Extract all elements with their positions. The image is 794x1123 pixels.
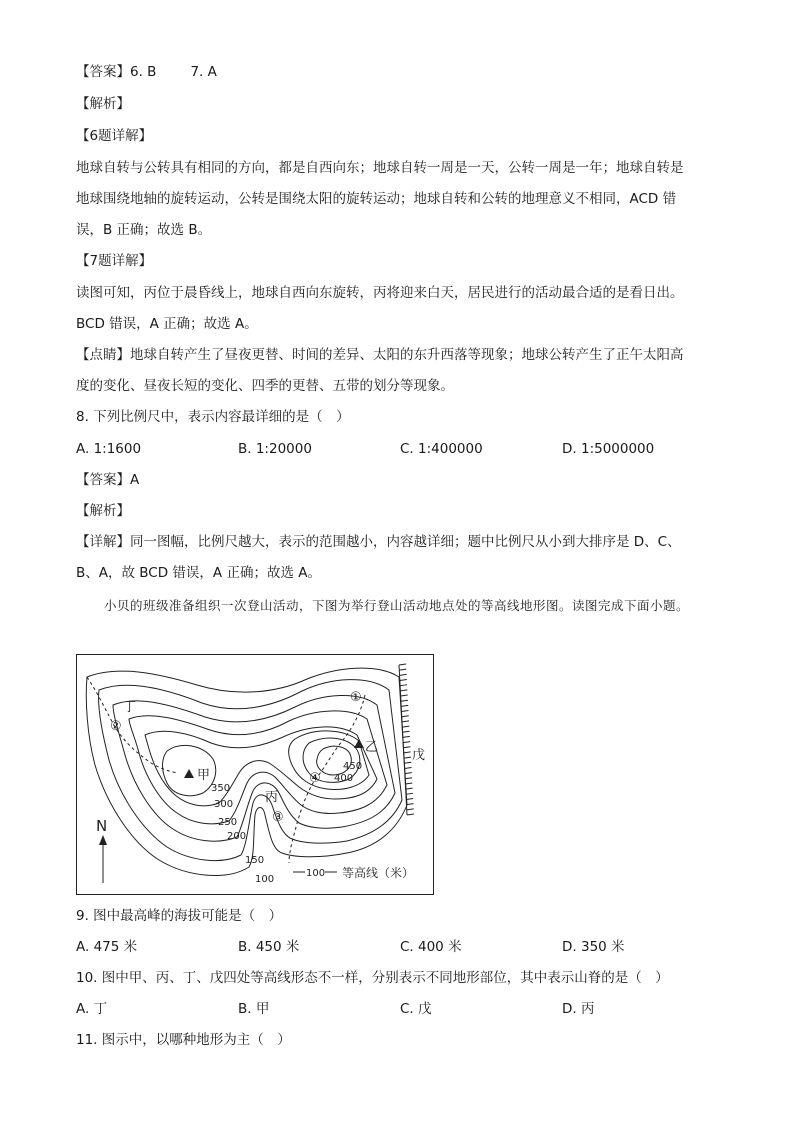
label-300: 300 — [214, 799, 234, 810]
cliff-tick — [404, 762, 411, 763]
label-circle-3: ③ — [272, 810, 284, 825]
label-ding: 丁 — [123, 700, 137, 715]
north-label: N — [96, 817, 108, 835]
cliff-tick — [400, 674, 407, 675]
passage-intro: 小贝的班级准备组织一次登山活动，下图为举行登山活动地点处的等高线地形图。读图完成下面小题。 — [104, 598, 690, 613]
label-150: 150 — [245, 855, 265, 866]
q8-analysis-heading: 【解析】 — [76, 503, 130, 519]
point-line-2: 度的变化、昼夜长短的变化、四季的更替、五带的划分等现象。 — [76, 378, 454, 394]
analysis-heading: 【解析】 — [76, 96, 130, 112]
answer-tag: 【答案】 — [76, 64, 130, 80]
label-yi: 乙 — [365, 740, 379, 755]
peak-yi-icon — [354, 739, 364, 748]
point-line-1: 【点睛】地球自转产生了昼夜更替、时间的差异、太阳的东升西落等现象；地球公转产生了正午太阳高 — [76, 347, 684, 363]
q9-option-d: D. 350 米 — [562, 939, 625, 955]
q9-option-a: A. 475 米 — [76, 939, 138, 955]
q8-option-b: B. 1:20000 — [238, 441, 312, 457]
cliff-tick — [400, 680, 407, 681]
q7-detail-heading: 【7题详解】 — [76, 253, 153, 269]
q8-stem: 8. 下列比例尺中，表示内容最详细的是（ ） — [76, 409, 350, 425]
cliff-tick — [402, 726, 409, 727]
legend-value: 100 — [306, 868, 326, 879]
q10-option-c: C. 戊 — [400, 1001, 432, 1017]
label-circle-4: ④ — [309, 771, 321, 786]
cliff-tick — [400, 690, 407, 691]
cliff-tick — [406, 793, 413, 794]
legend-text: 等高线（米） — [342, 866, 415, 880]
q6-detail-heading: 【6题详解】 — [76, 128, 153, 144]
q10-stem: 10. 图中甲、丙、丁、戊四处等高线形态不一样，分别表示不同地形部位，其中表示山脊的是（ ） — [76, 970, 669, 986]
q6-detail-line-1: 地球自转与公转具有相同的方向，都是自西向东；地球自转一周是一天，公转一周是一年；地球自转是 — [76, 160, 684, 176]
q8-detail-line-1: 【详解】同一图幅，比例尺越大，表示的范围越小，内容越详细；题中比例尺从小到大排序是 D、C、 — [76, 534, 681, 550]
cliff-tick — [401, 705, 408, 706]
label-jia: 甲 — [197, 768, 211, 783]
cliff-tick — [400, 685, 407, 686]
q9-option-c: C. 400 米 — [400, 939, 462, 955]
peak-jia-icon — [184, 769, 194, 778]
cliff-tick — [407, 814, 414, 815]
label-450: 450 — [343, 761, 363, 772]
label-350: 350 — [211, 783, 231, 794]
cliff-tick — [403, 736, 410, 737]
q10-option-a: A. 丁 — [76, 1001, 108, 1017]
q9-option-b: B. 450 米 — [238, 939, 300, 955]
label-circle-1: ① — [350, 690, 362, 705]
trail-east — [289, 695, 365, 863]
q11-stem: 11. 图示中，以哪种地形为主（ ） — [76, 1032, 291, 1048]
q7-detail-line-1: 读图可知，丙位于晨昏线上，地球自西向东旋转，丙将迎来白天，居民进行的活动最合适的是看日出。 — [76, 285, 684, 301]
cliff-tick — [406, 804, 413, 805]
label-250: 250 — [218, 817, 238, 828]
north-arrow-icon — [99, 835, 107, 883]
q10-option-d: D. 丙 — [562, 1001, 595, 1017]
q6-detail-line-3: 误，B 正确；故选 B。 — [76, 222, 212, 238]
label-200: 200 — [227, 831, 247, 842]
cliff-tick — [404, 752, 411, 753]
cliff-tick — [405, 773, 412, 774]
answer-line — [76, 63, 217, 81]
q6-detail-line-2: 地球围绕地轴的旋转运动，公转是围绕太阳的旋转运动；地球自转和公转的地理意义不相同，ACD 错 — [76, 191, 677, 207]
cliff-tick — [407, 809, 414, 810]
cliff-tick — [403, 742, 410, 743]
q10-option-b: B. 甲 — [238, 1001, 270, 1017]
answer-6: 6. B — [130, 64, 157, 80]
cliff-tick — [405, 783, 412, 784]
cliff-tick — [401, 711, 408, 712]
contour-map — [76, 654, 434, 895]
answer-7: 7. A — [190, 64, 217, 80]
label-100: 100 — [255, 874, 275, 885]
cliff-tick — [403, 747, 410, 748]
cliff-tick — [402, 721, 409, 722]
cliff-tick — [403, 731, 410, 732]
label-wu: 戊 — [412, 748, 426, 763]
cliff-tick — [401, 700, 408, 701]
q8-option-c: C. 1:400000 — [400, 441, 483, 457]
cliff-tick — [406, 788, 413, 789]
cliff-tick — [399, 669, 406, 670]
cliff-tick — [406, 798, 413, 799]
q8-answer: 【答案】A — [76, 472, 140, 488]
cliff-tick — [404, 757, 411, 758]
cliff-tick — [405, 778, 412, 779]
q8-option-a: A. 1:1600 — [76, 441, 142, 457]
q9-stem: 9. 图中最高峰的海拔可能是（ ） — [76, 908, 283, 924]
contour-map-drawing — [77, 655, 435, 896]
label-400: 400 — [334, 773, 354, 784]
q8-option-d: D. 1:5000000 — [562, 441, 655, 457]
label-circle-2: ② — [110, 719, 122, 734]
cliff-tick — [402, 716, 409, 717]
label-bing: 丙 — [265, 790, 279, 805]
legend — [293, 865, 414, 880]
cliff-tick — [401, 695, 408, 696]
q8-detail-line-2: B、A，故 BCD 错误，A 正确；故选 A。 — [76, 565, 321, 581]
cliff-tick — [399, 664, 406, 665]
q7-detail-line-2: BCD 错误，A 正确；故选 A。 — [76, 316, 258, 332]
cliff-tick — [405, 767, 412, 768]
